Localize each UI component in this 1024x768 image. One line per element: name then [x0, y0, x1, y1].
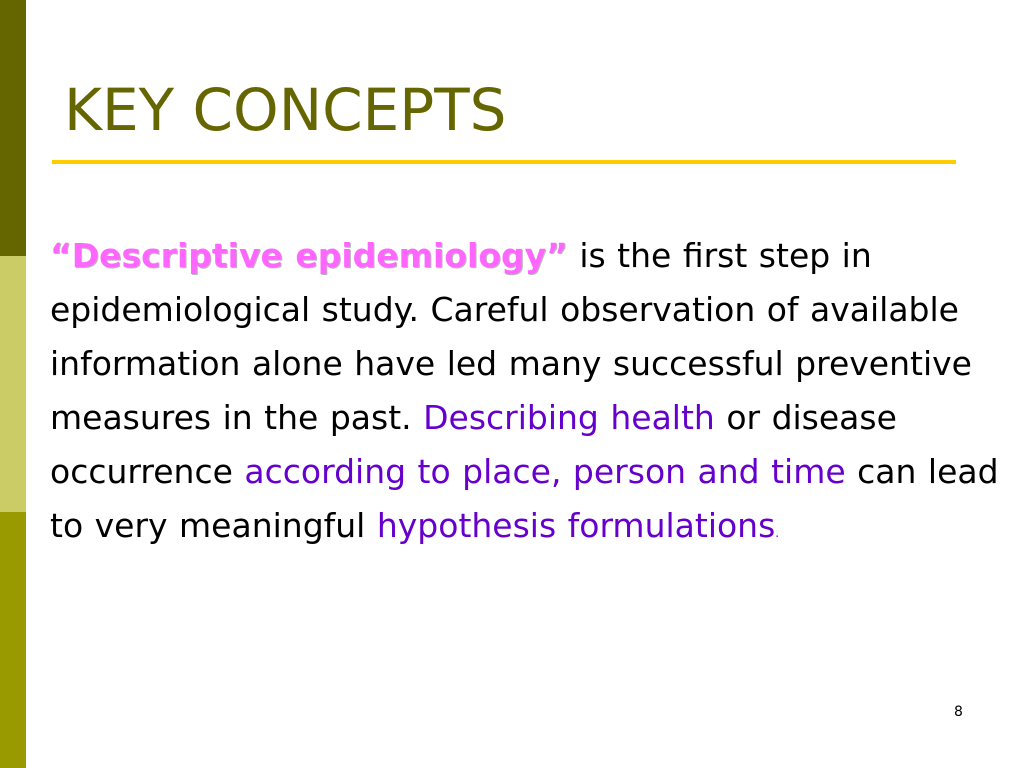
title-underline [52, 160, 956, 164]
body-paragraph [50, 229, 1010, 560]
sidebar-bottom-band [0, 512, 26, 768]
sidebar-top-band [0, 0, 26, 256]
body-text-3: can lead to very meaningful [50, 452, 999, 545]
page-number: 8 [954, 704, 963, 720]
body-text-1: is the first step in epidemiological study. Careful observation of available information alone have led many successful preventive measures in the past. [50, 236, 972, 437]
end-period: . [775, 526, 780, 540]
body-text-2: or disease occurrence [50, 398, 897, 491]
sidebar-middle-band [0, 256, 26, 512]
highlight-hypothesis: hypothesis formulations [376, 506, 776, 545]
highlight-describing-health: Describing health [423, 398, 715, 437]
key-term: “Descriptive epidemiology” [50, 236, 568, 275]
highlight-place-person-time: according to place, person and time [244, 452, 846, 491]
slide-title: KEY CONCEPTS [64, 76, 507, 144]
